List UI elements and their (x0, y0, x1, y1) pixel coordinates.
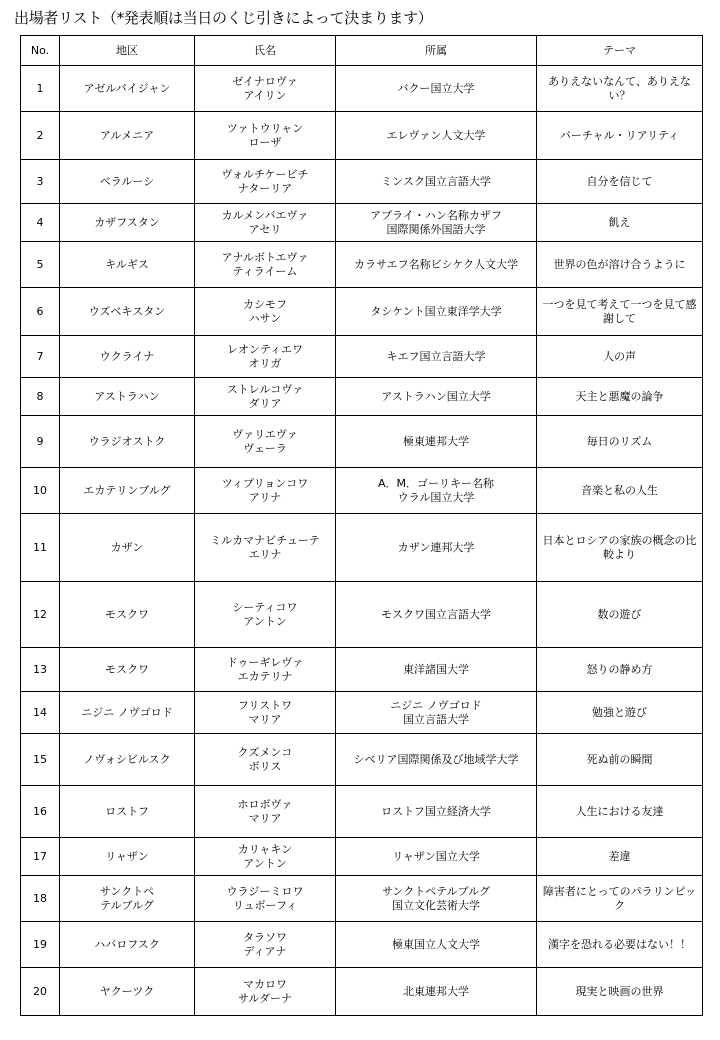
cell-theme-text: 現実と映画の世界 (575, 984, 664, 998)
cell-region (60, 242, 195, 288)
cell-name-text: ミルカマナビチューテ エリナ (210, 533, 320, 561)
cell-affiliation-text: バクー国立大学 (397, 81, 475, 95)
cell-name-text: アナルボトエヴァ ティライーム (221, 250, 309, 278)
cell-no-text: 15 (33, 752, 47, 766)
cell-no (21, 468, 60, 514)
header-no: No. (21, 36, 60, 66)
cell-theme (537, 692, 703, 734)
cell-name (195, 786, 336, 838)
table-row (21, 514, 703, 582)
table-header-row (21, 36, 703, 66)
cell-affiliation (336, 242, 537, 288)
cell-name (195, 336, 336, 378)
cell-affiliation-text: ロストフ国立経済大学 (381, 804, 491, 818)
cell-name (195, 582, 336, 648)
cell-region (60, 968, 195, 1016)
cell-affiliation-text: 北東連邦大学 (403, 984, 469, 998)
cell-region-text: ウラジオストク (88, 434, 166, 448)
table-row (21, 582, 703, 648)
cell-affiliation-text: サンクトペテルブルグ 国立文化芸術大学 (381, 884, 491, 912)
cell-region (60, 838, 195, 876)
table-row (21, 160, 703, 204)
cell-no (21, 786, 60, 838)
cell-affiliation (336, 786, 537, 838)
cell-name (195, 968, 336, 1016)
cell-name-text: カルメンバエヴァ アセリ (221, 208, 309, 236)
cell-region (60, 734, 195, 786)
cell-affiliation (336, 336, 537, 378)
cell-name-text: カシモフ ハサン (243, 297, 287, 325)
cell-region (60, 66, 195, 112)
participant-table (20, 35, 703, 1016)
cell-theme-text: 天主と悪魔の論争 (575, 389, 664, 403)
cell-theme (537, 514, 703, 582)
cell-region-text: ウクライナ (99, 349, 155, 363)
cell-no (21, 692, 60, 734)
cell-region (60, 204, 195, 242)
cell-no (21, 876, 60, 922)
cell-region-text: ニジニ ノヴゴロド (81, 705, 173, 719)
cell-name-text: ウラジーミロワ リュボーフィ (226, 884, 304, 912)
cell-region (60, 416, 195, 468)
cell-region (60, 648, 195, 692)
cell-theme-text: 世界の色が溶け合うように (553, 257, 686, 271)
cell-no (21, 514, 60, 582)
cell-no-text: 4 (36, 215, 44, 229)
table-row (21, 112, 703, 160)
cell-no-text: 18 (33, 891, 47, 905)
table-row (21, 288, 703, 336)
cell-theme (537, 416, 703, 468)
page-title: 出場者リスト（*発表順は当日のくじ引きによって決まります） (14, 9, 433, 27)
cell-affiliation-text: 東洋諸国大学 (403, 662, 469, 676)
cell-name-text: ツァトウリャン ローザ (226, 121, 304, 149)
cell-region (60, 336, 195, 378)
cell-no-text: 7 (36, 349, 44, 363)
cell-no (21, 204, 60, 242)
cell-name (195, 378, 336, 416)
cell-affiliation (336, 582, 537, 648)
cell-name-text: フリストワ マリア (237, 698, 293, 726)
cell-theme-text: 日本とロシアの家族の概念の比較より (542, 533, 697, 561)
cell-affiliation (336, 112, 537, 160)
cell-region-text: キルギス (105, 257, 149, 271)
cell-name (195, 160, 336, 204)
cell-region-text: アルメニア (99, 128, 155, 142)
cell-name-text: クズメンコ ボリス (237, 745, 293, 773)
cell-no (21, 336, 60, 378)
cell-region-text: ノヴォシビルスク (83, 752, 171, 766)
cell-region-text: ヤクーツク (99, 984, 155, 998)
cell-name-text: レオンティエワ オリガ (226, 342, 304, 370)
header-region: 地区 (60, 36, 195, 66)
cell-theme-text: 勉強と遊び (592, 705, 647, 719)
cell-theme (537, 468, 703, 514)
cell-no (21, 66, 60, 112)
cell-affiliation (336, 288, 537, 336)
cell-affiliation (336, 648, 537, 692)
cell-name (195, 838, 336, 876)
cell-no (21, 838, 60, 876)
cell-affiliation (336, 66, 537, 112)
cell-name-text: ツィプリョンコワ アリナ (221, 476, 309, 504)
cell-no-text: 14 (33, 705, 47, 719)
cell-region-text: サンクトペ テルブルグ (99, 884, 155, 912)
cell-no-text: 17 (33, 849, 47, 863)
cell-theme-text: 人の声 (603, 349, 636, 363)
table-row (21, 648, 703, 692)
cell-theme (537, 838, 703, 876)
cell-no (21, 112, 60, 160)
cell-affiliation-text: キエフ国立言語大学 (386, 349, 486, 363)
cell-region (60, 922, 195, 968)
cell-no (21, 582, 60, 648)
cell-no-text: 12 (33, 607, 47, 621)
cell-affiliation-text: エレヴァン人文大学 (386, 128, 486, 142)
cell-name-text: ヴォルチケービチ ナターリア (221, 167, 309, 195)
cell-theme-text: 漢字を恐れる必要はない！！ (548, 937, 691, 951)
cell-no (21, 968, 60, 1016)
cell-no (21, 416, 60, 468)
cell-name (195, 242, 336, 288)
cell-region (60, 112, 195, 160)
cell-region-text: アストラハン (94, 389, 160, 403)
table-row (21, 204, 703, 242)
cell-theme-text: ありえないなんて、ありえない？ (548, 74, 691, 102)
cell-affiliation (336, 514, 537, 582)
cell-theme-text: 自分を信じて (586, 174, 653, 188)
cell-name-text: シーティコワ アントン (232, 600, 298, 628)
table-row (21, 876, 703, 922)
cell-region-text: カザン (110, 540, 144, 554)
cell-region-text: モスクワ (105, 607, 149, 621)
cell-no (21, 160, 60, 204)
header-affiliation: 所属 (336, 36, 537, 66)
cell-affiliation-text: ミンスク国立言語大学 (381, 174, 491, 188)
cell-affiliation (336, 734, 537, 786)
cell-name (195, 922, 336, 968)
cell-theme (537, 66, 703, 112)
cell-name-text: マカロワ サルダーナ (237, 977, 292, 1005)
cell-affiliation-text: モスクワ国立言語大学 (381, 607, 491, 621)
cell-name (195, 468, 336, 514)
cell-name (195, 692, 336, 734)
cell-theme (537, 336, 703, 378)
table-row (21, 378, 703, 416)
table-row (21, 692, 703, 734)
cell-name (195, 288, 336, 336)
cell-region-text: ウズベキスタン (88, 304, 166, 318)
cell-theme (537, 648, 703, 692)
table-row (21, 838, 703, 876)
cell-affiliation (336, 922, 537, 968)
header-theme: テーマ (537, 36, 703, 66)
cell-no-text: 8 (36, 389, 44, 403)
cell-no-text: 20 (33, 984, 47, 998)
cell-region-text: アゼルバイジャン (83, 81, 171, 95)
cell-region (60, 876, 195, 922)
cell-no-text: 9 (36, 434, 44, 448)
cell-region (60, 288, 195, 336)
cell-region-text: エカテリンブルグ (83, 483, 171, 497)
cell-no-text: 3 (36, 174, 44, 188)
table-row (21, 242, 703, 288)
cell-theme-text: 障害者にとってのパラリンピック (542, 884, 697, 912)
cell-affiliation-text: カラサエフ名称ビシケク人文大学 (354, 257, 518, 271)
cell-affiliation-text: シベリア国際関係及び地域学大学 (353, 752, 519, 766)
cell-no-text: 5 (36, 257, 44, 271)
cell-region (60, 786, 195, 838)
cell-theme-text: バーチャル・リアリティ (559, 128, 680, 142)
cell-theme (537, 786, 703, 838)
cell-region (60, 692, 195, 734)
cell-affiliation-text: タシケント国立東洋学大学 (370, 304, 502, 318)
cell-region (60, 160, 195, 204)
cell-name (195, 112, 336, 160)
cell-theme-text: 怒りの静め方 (586, 662, 653, 676)
cell-no (21, 648, 60, 692)
cell-affiliation-text: アブライ・ハン名称カザフ 国際関係外国語大学 (370, 208, 502, 236)
cell-no-text: 10 (33, 483, 47, 497)
cell-affiliation-text: A．M．ゴーリキー名称 ウラル国立大学 (377, 476, 494, 504)
table-row (21, 922, 703, 968)
cell-name-text: ゼイナロヴァ アイリン (232, 74, 298, 102)
cell-theme-text: 人生における友達 (575, 804, 664, 818)
cell-affiliation (336, 468, 537, 514)
cell-region (60, 468, 195, 514)
table-row (21, 734, 703, 786)
cell-region (60, 582, 195, 648)
cell-theme-text: 差違 (608, 849, 631, 863)
cell-theme (537, 160, 703, 204)
cell-name (195, 416, 336, 468)
cell-region-text: リャザン (105, 849, 149, 863)
cell-affiliation (336, 838, 537, 876)
cell-theme-text: 数の遊び (597, 607, 642, 621)
table-row (21, 416, 703, 468)
cell-region-text: ハバロフスク (94, 937, 160, 951)
cell-no (21, 922, 60, 968)
cell-name (195, 514, 336, 582)
cell-affiliation (336, 204, 537, 242)
cell-name-text: タラソワ ディアナ (243, 930, 287, 958)
cell-affiliation (336, 968, 537, 1016)
cell-affiliation (336, 378, 537, 416)
table-row (21, 468, 703, 514)
table-row (21, 968, 703, 1016)
cell-region (60, 378, 195, 416)
cell-no-text: 2 (36, 128, 44, 142)
cell-theme (537, 204, 703, 242)
cell-theme (537, 582, 703, 648)
cell-name-text: ホロボヴァ マリア (237, 797, 293, 825)
cell-no-text: 19 (33, 937, 47, 951)
cell-region-text: ロストフ (105, 804, 149, 818)
cell-affiliation-text: アストラハン国立大学 (381, 389, 491, 403)
cell-no-text: 1 (36, 81, 44, 95)
cell-no (21, 288, 60, 336)
cell-no (21, 378, 60, 416)
cell-affiliation-text: リャザン国立大学 (392, 849, 480, 863)
cell-affiliation-text: ニジニ ノヴゴロド 国立言語大学 (390, 698, 482, 726)
header-name: 氏名 (195, 36, 336, 66)
cell-region-text: モスクワ (105, 662, 149, 676)
cell-theme (537, 112, 703, 160)
cell-no (21, 242, 60, 288)
cell-affiliation (336, 416, 537, 468)
cell-affiliation (336, 876, 537, 922)
cell-theme (537, 242, 703, 288)
cell-theme-text: 音楽と私の人生 (581, 483, 658, 497)
cell-region (60, 514, 195, 582)
cell-no (21, 734, 60, 786)
cell-affiliation-text: 極東国立人文大学 (392, 937, 480, 951)
cell-region-text: カザフスタン (94, 215, 160, 229)
cell-no-text: 6 (36, 304, 44, 318)
cell-name (195, 734, 336, 786)
cell-theme-text: 一つを見て考えて一つを見て感謝して (542, 297, 697, 325)
cell-theme (537, 288, 703, 336)
cell-affiliation (336, 692, 537, 734)
cell-name-text: ヴァリエヴァ ヴェーラ (232, 427, 298, 455)
table-row (21, 786, 703, 838)
cell-theme (537, 734, 703, 786)
table-row (21, 336, 703, 378)
cell-affiliation (336, 160, 537, 204)
cell-affiliation-text: 極東連邦大学 (403, 434, 469, 448)
cell-name (195, 876, 336, 922)
cell-name (195, 66, 336, 112)
cell-no-text: 11 (33, 540, 47, 554)
cell-theme (537, 378, 703, 416)
cell-theme-text: 死ぬ前の瞬間 (586, 752, 653, 766)
cell-theme (537, 922, 703, 968)
cell-name (195, 204, 336, 242)
cell-theme-text: 毎日のリズム (586, 434, 653, 448)
table-row (21, 66, 703, 112)
cell-name (195, 648, 336, 692)
cell-name-text: ドゥーギレヴァ エカテリナ (226, 655, 304, 683)
cell-name-text: カリャキン アントン (237, 842, 293, 870)
cell-region-text: ベラルーシ (99, 174, 155, 188)
cell-affiliation-text: カザン連邦大学 (397, 540, 475, 554)
cell-no-text: 13 (33, 662, 47, 676)
cell-no-text: 16 (33, 804, 47, 818)
cell-theme (537, 968, 703, 1016)
cell-name-text: ストレルコヴァ ダリア (226, 382, 304, 410)
cell-theme-text: 飢え (608, 215, 631, 229)
cell-theme (537, 876, 703, 922)
